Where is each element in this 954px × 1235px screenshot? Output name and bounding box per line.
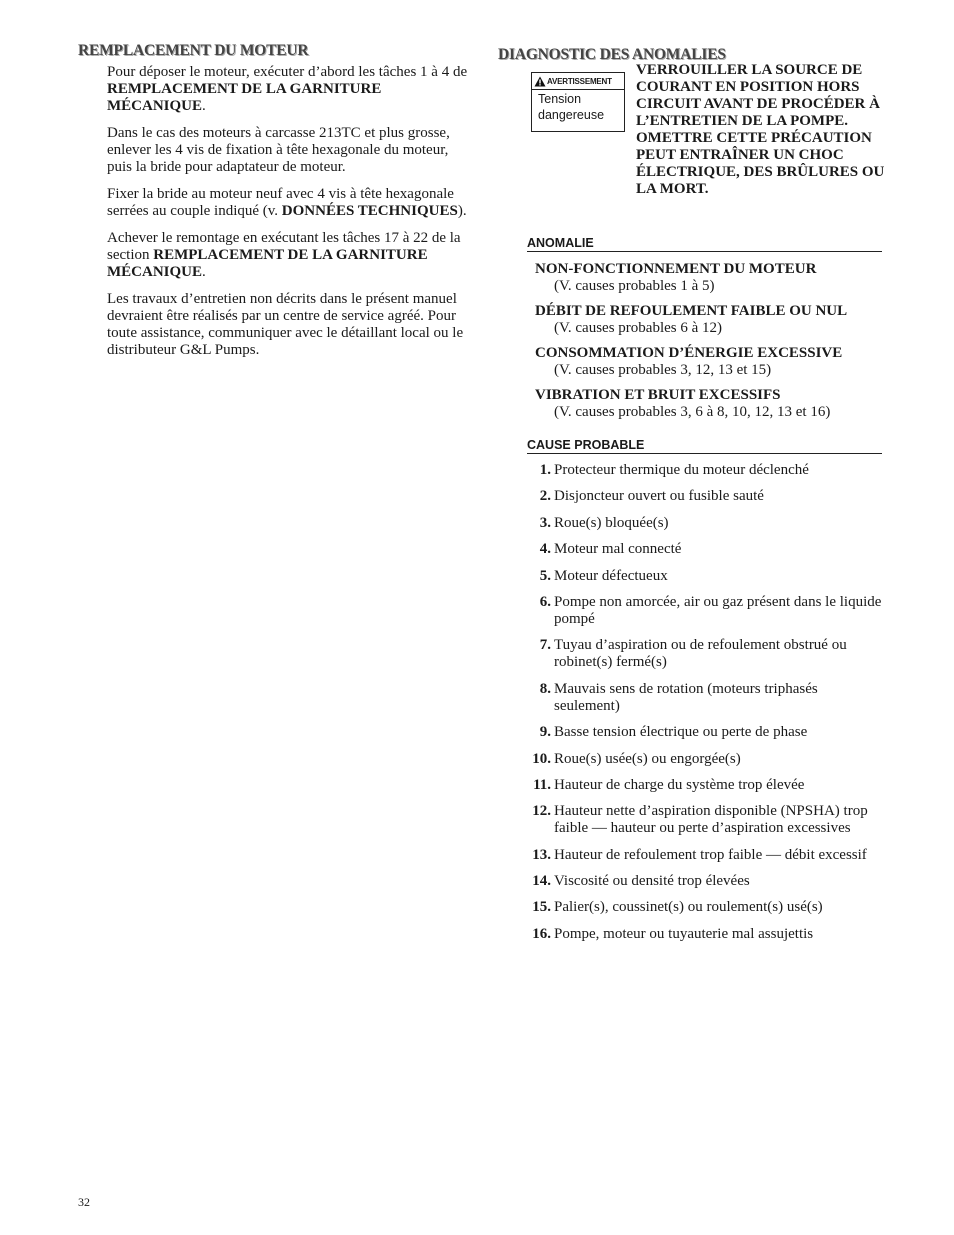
anomaly-detail: (V. causes probables 1 à 5): [554, 278, 715, 294]
anomaly-detail: (V. causes probables 6 à 12): [554, 320, 723, 336]
cause-text: Moteur mal connecté: [554, 541, 682, 558]
anomaly-item: [535, 303, 882, 337]
cause-item: [527, 637, 882, 671]
paragraph: [107, 125, 468, 176]
paragraph-text-end: .: [202, 98, 206, 114]
warning-label: AVERTISSEMENT: [547, 76, 612, 86]
paragraph-text: Les travaux d’entretien non décrits dans le présent manuel devraient être réalisés par un centre de service agréé. Pour toute assistance, communiquer avec le détaillant local ou le distributeur G&L Pumps.: [107, 291, 464, 358]
cause-number: 13.: [532, 846, 551, 863]
paragraph-bold-ref: REMPLACEMENT DE LA GARNITURE MÉCANIQUE: [107, 247, 428, 280]
warning-block: [498, 62, 885, 236]
cause-number: 6.: [539, 593, 551, 610]
cause-heading: CAUSE PROBABLE: [527, 438, 882, 454]
paragraph: [107, 64, 468, 115]
cause-text: Moteur défectueux: [554, 567, 668, 584]
paragraph: [107, 186, 468, 220]
cause-number: 4.: [539, 541, 551, 558]
cause-text: Hauteur de refoulement trop faible — débit excessif: [554, 846, 867, 863]
paragraph-bold-ref: REMPLACEMENT DE LA GARNITURE MÉCANIQUE: [107, 81, 382, 114]
paragraph-text-end: ).: [457, 203, 467, 219]
warning-header: [532, 73, 624, 90]
page-number: 32: [78, 1195, 90, 1209]
cause-item: [527, 803, 882, 837]
cause-item: [527, 541, 882, 558]
cause-item: [527, 488, 882, 505]
cause-text: Mauvais sens de rotation (moteurs triphasés seulement): [554, 680, 818, 714]
anomaly-title: NON-FONCTIONNEMENT DU MOTEUR: [535, 261, 817, 277]
cause-text: Basse tension électrique ou perte de phase: [554, 724, 808, 741]
cause-item: [527, 926, 882, 943]
cause-item: [527, 724, 882, 741]
cause-number: 2.: [539, 488, 551, 505]
cause-number: 7.: [539, 637, 551, 654]
cause-number: 8.: [539, 680, 551, 697]
warning-label-box: [531, 72, 625, 132]
section-title: REMPLACEMENT DU MOTEUR: [78, 42, 309, 59]
cause-number: 12.: [532, 803, 551, 820]
cause-text: Roue(s) bloquée(s): [554, 514, 669, 531]
paragraph: [107, 291, 468, 359]
cause-number: 11.: [533, 776, 551, 793]
warning-triangle-icon: [534, 76, 546, 87]
cause-item: [527, 594, 882, 628]
section-title: DIAGNOSTIC DES ANOMALIES: [498, 46, 726, 63]
paragraph-text: Achever le remontage en exécutant les tâches 17 à 22 de la section: [107, 230, 461, 263]
cause-number: 5.: [539, 567, 551, 584]
cause-item: [527, 681, 882, 715]
anomaly-item: [535, 345, 882, 379]
cause-item: [527, 777, 882, 794]
anomaly-title: DÉBIT DE REFOULEMENT FAIBLE OU NUL: [535, 303, 848, 319]
cause-number: 1.: [539, 462, 551, 478]
cause-text: Pompe, moteur ou tuyauterie mal assujettis: [554, 925, 814, 942]
cause-number: 16.: [532, 925, 551, 942]
cause-item: [527, 847, 882, 864]
cause-text: Roue(s) usée(s) ou engorgée(s): [554, 750, 741, 767]
cause-item: [527, 515, 882, 532]
cause-item: [527, 462, 882, 479]
cause-text: Hauteur de charge du système trop élevée: [554, 776, 805, 793]
cause-text: Protecteur thermique du moteur déclenché: [554, 462, 809, 478]
warning-box-text: Tension dangereuse: [538, 92, 605, 122]
paragraph-text: Dans le cas des moteurs à carcasse 213TC et plus grosse, enlever les 4 vis de fixation à tête hexagonale du moteur, puis la bride pour adaptateur de moteur.: [107, 125, 450, 175]
cause-text: Tuyau d’aspiration ou de refoulement obstrué ou robinet(s) fermé(s): [554, 637, 847, 671]
cause-number: 10.: [532, 750, 551, 767]
warning-message: VERROUILLER LA SOURCE DE COURANT EN POSITION HORS CIRCUIT AVANT DE PROCÉDER À L’ENTRETIEN DE LA POMPE. OMETTRE CETTE PRÉCAUTION PEUT ENTRAÎNER UN CHOC ÉLECTRIQUE, DES BRÛLURES OU LA MORT.: [636, 62, 885, 197]
cause-list: [527, 462, 882, 943]
anomalie-heading: ANOMALIE: [527, 236, 882, 252]
troubleshooting-section: [498, 46, 885, 952]
anomaly-item: [535, 261, 882, 295]
anomaly-title: CONSOMMATION D’ÉNERGIE EXCESSIVE: [535, 345, 843, 361]
anomaly-detail: (V. causes probables 3, 12, 13 et 15): [554, 362, 772, 378]
cause-text: Disjoncteur ouvert ou fusible sauté: [554, 488, 764, 505]
anomaly-item: [535, 387, 882, 421]
cause-number: 15.: [532, 899, 551, 916]
cause-text: Hauteur nette d’aspiration disponible (NPSHA) trop faible — hauteur ou perte d’aspiration excessives: [554, 803, 868, 837]
cause-item: [527, 899, 882, 916]
cause-number: 9.: [539, 724, 551, 741]
cause-text: Pompe non amorcée, air ou gaz présent dans le liquide pompé: [554, 593, 882, 627]
paragraph: [107, 230, 468, 281]
paragraph-bold-ref: DONNÉES TECHNIQUES: [281, 203, 458, 219]
anomaly-detail: (V. causes probables 3, 6 à 8, 10, 12, 13 et 16): [554, 404, 831, 420]
cause-text: Palier(s), coussinet(s) ou roulement(s) usé(s): [554, 899, 823, 916]
paragraph-text-end: .: [202, 264, 206, 280]
anomaly-list: [535, 261, 882, 421]
cause-number: 3.: [539, 514, 551, 531]
motor-replacement-section: [78, 42, 468, 369]
cause-item: [527, 568, 882, 585]
anomaly-title: VIBRATION ET BRUIT EXCESSIFS: [535, 387, 781, 403]
paragraph-text: Fixer la bride au moteur neuf avec 4 vis à tête hexagonale serrées au couple indiqué (v.: [107, 186, 454, 219]
paragraph-text: Pour déposer le moteur, exécuter d’abord les tâches 1 à 4 de: [107, 64, 468, 80]
cause-item: [527, 751, 882, 768]
cause-item: [527, 873, 882, 890]
cause-text: Viscosité ou densité trop élevées: [554, 873, 750, 890]
cause-number: 14.: [532, 873, 551, 890]
